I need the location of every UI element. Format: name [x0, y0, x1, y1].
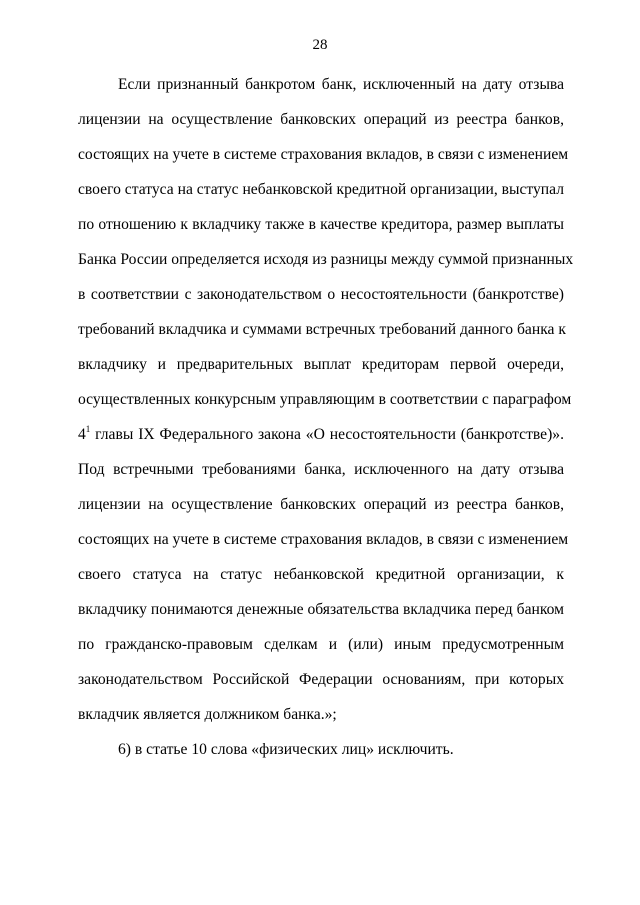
paragraph-line: вкладчику понимаются денежные обязательства вкладчика перед банком — [78, 601, 564, 618]
paragraph-line: лицензии на осуществление банковских операций из реестра банков, — [78, 111, 564, 128]
paragraph-line: вкладчик является должником банка.»; — [78, 706, 337, 723]
amendment-item: 6) в статье 10 слова «физических лиц» исключить. — [118, 741, 454, 758]
paragraph-line: требований вкладчика и суммами встречных требований данного банка к — [78, 321, 566, 338]
paragraph-line: своего статуса на статус небанковской кредитной организации, к — [78, 566, 564, 583]
paragraph-line: в соответствии с законодательством о несостоятельности (банкротстве) — [78, 286, 564, 303]
paragraph-line: осуществленных конкурсным управляющим в соответствии с параграфом — [78, 391, 572, 408]
page-number: 28 — [312, 37, 328, 53]
paragraph-line: состоящих на учете в системе страхования вкладов, в связи с изменением — [78, 146, 569, 163]
paragraph-line: законодательством Российской Федерации основаниям, при которых — [78, 671, 564, 688]
paragraph-line: Под встречными требованиями банка, исключенного на дату отзыва — [78, 461, 564, 478]
paragraph-line: состоящих на учете в системе страхования вкладов, в связи с изменением — [78, 531, 569, 548]
superscript: 1 — [85, 424, 91, 434]
paragraph-line: своего статуса на статус небанковской кредитной организации, выступал — [78, 181, 564, 198]
paragraph-line: лицензии на осуществление банковских операций из реестра банков, — [78, 496, 564, 513]
paragraph-line-with-superscript — [78, 425, 564, 445]
paragraph-line: Если признанный банкротом банк, исключенный на дату отзыва — [118, 76, 564, 93]
paragraph-line: по отношению к вкладчику также в качестве кредитора, размер выплаты — [78, 216, 564, 233]
chapter-text: главы IX Федерального закона «О несостоятельности (банкротстве)». — [90, 426, 564, 443]
paragraph-line: вкладчику и предварительных выплат кредиторам первой очереди, — [78, 356, 564, 373]
paragraph-line: Банка России определяется исходя из разницы между суммой признанных — [78, 251, 574, 268]
chapter-number: 4 — [78, 426, 86, 443]
paragraph-line: по гражданско-правовым сделкам и (или) иным предусмотренным — [78, 636, 564, 653]
